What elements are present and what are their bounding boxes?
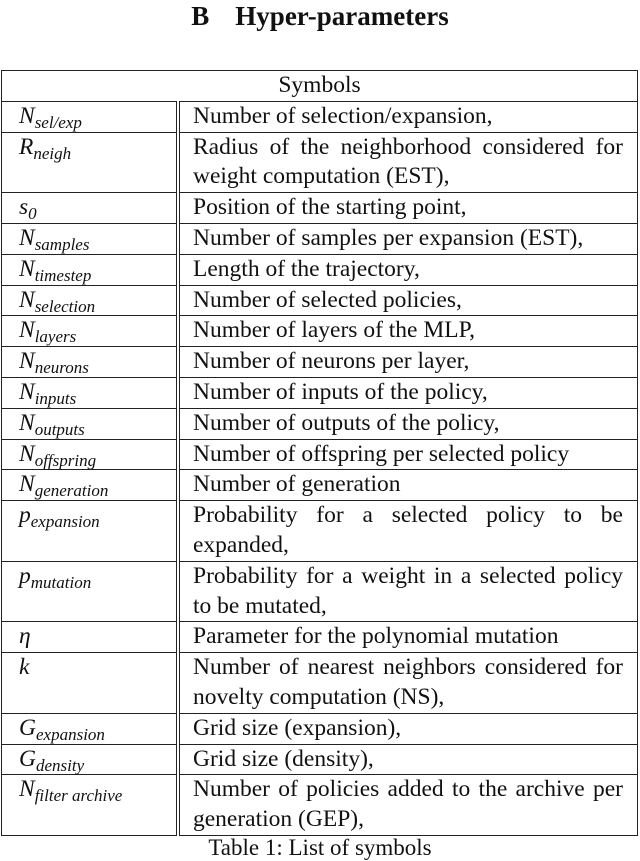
symbol-base: G [19,714,36,741]
symbol-cell [2,561,179,622]
table-row [2,193,638,224]
table-row [2,561,638,622]
description-cell: Number of offspring per selected policy [178,439,638,470]
symbol-base: N [19,348,35,375]
symbol-base: N [19,255,35,282]
description-cell: Parameter for the polynomial mutation [178,622,638,653]
symbol-subscript: neurons [34,358,89,378]
symbol-base: k [19,654,30,681]
symbol-base: N [19,471,35,498]
table-row [2,132,638,193]
symbol-cell [2,713,179,744]
symbol-subscript: expansion [30,512,100,532]
symbol-base: R [19,133,34,160]
symbol-subscript: offspring [34,450,97,470]
symbol-base: s [19,194,29,221]
symbol-cell [2,101,179,132]
symbol-cell [2,223,179,254]
table-header: Symbols [2,71,638,102]
symbol-subscript: selection [34,296,96,316]
symbol-subscript: mutation [30,572,92,592]
symbol-base: N [19,102,35,129]
symbol-cell [2,316,179,347]
symbol-cell [2,501,179,562]
symbol-cell [2,377,179,408]
symbol-subscript: generation [34,481,109,501]
symbol-subscript: timestep [34,265,92,285]
table-row [2,377,638,408]
symbol-cell [2,439,179,470]
symbol-base: N [19,286,35,313]
description-cell: Number of nearest neighbors considered for novelty computation (NS), [178,653,638,714]
symbol-subscript: filter archive [34,786,123,806]
description-cell: Grid size (expansion), [178,713,638,744]
symbol-cell [2,193,179,224]
description-cell: Radius of the neighborhood considered for weight computation (EST), [178,132,638,193]
table-row [2,744,638,775]
symbol-cell [2,622,179,653]
table-row [2,408,638,439]
symbol-cell [2,285,179,316]
symbol-cell [2,775,179,836]
description-cell: Number of neurons per layer, [178,347,638,378]
symbol-subscript: neigh [33,143,72,163]
description-cell: Length of the trajectory, [178,254,638,285]
description-cell: Number of samples per expansion (EST), [178,223,638,254]
description-cell: Position of the starting point, [178,193,638,224]
section-title: Hyper-parameters [235,1,449,31]
symbol-base: p [19,562,31,589]
description-cell: Number of selection/expansion, [178,101,638,132]
section-heading [0,1,640,31]
symbol-subscript: outputs [34,419,85,439]
table-row [2,347,638,378]
description-cell: Number of layers of the MLP, [178,316,638,347]
table-row [2,254,638,285]
symbol-cell [2,653,179,714]
symbol-cell [2,744,179,775]
symbol-base: N [19,409,35,436]
symbol-cell [2,254,179,285]
symbol-cell [2,408,179,439]
table-body [2,101,638,835]
symbol-cell [2,132,179,193]
description-cell: Number of policies added to the archive per generation (GEP), [178,775,638,836]
description-cell: Probability for a selected policy to be expanded, [178,501,638,562]
symbol-cell [2,470,179,501]
section-number: B [191,1,210,31]
table-row [2,470,638,501]
description-cell: Number of outputs of the policy, [178,408,638,439]
table-row [2,775,638,836]
symbol-subscript: samples [34,234,90,254]
description-cell: Number of selected policies, [178,285,638,316]
table-row [2,223,638,254]
symbol-subscript: layers [34,327,77,347]
symbol-subscript: inputs [34,388,77,408]
table-row [2,713,638,744]
description-cell: Number of generation [178,470,638,501]
symbol-base: N [19,440,35,467]
table-caption: Table 1: List of symbols [208,835,432,860]
symbol-base: p [19,502,31,529]
symbol-subscript: 0 [28,204,37,224]
table-row [2,316,638,347]
description-cell: Number of inputs of the policy, [178,377,638,408]
symbol-base: N [19,317,35,344]
symbol-subscript: expansion [35,724,105,744]
table-row [2,285,638,316]
table-row [2,439,638,470]
symbol-subscript: density [35,755,85,775]
description-cell: Grid size (density), [178,744,638,775]
table-row [2,622,638,653]
symbols-table [1,70,638,836]
symbol-base: η [19,623,31,650]
symbol-base: N [19,378,35,405]
symbol-cell [2,347,179,378]
description-cell: Probability for a weight in a selected policy to be mutated, [178,561,638,622]
symbol-base: N [19,776,35,803]
table-row [2,653,638,714]
table-row [2,101,638,132]
table-row [2,501,638,562]
symbol-base: G [19,745,36,772]
symbol-subscript: sel/exp [34,112,82,132]
symbol-base: N [19,224,35,251]
